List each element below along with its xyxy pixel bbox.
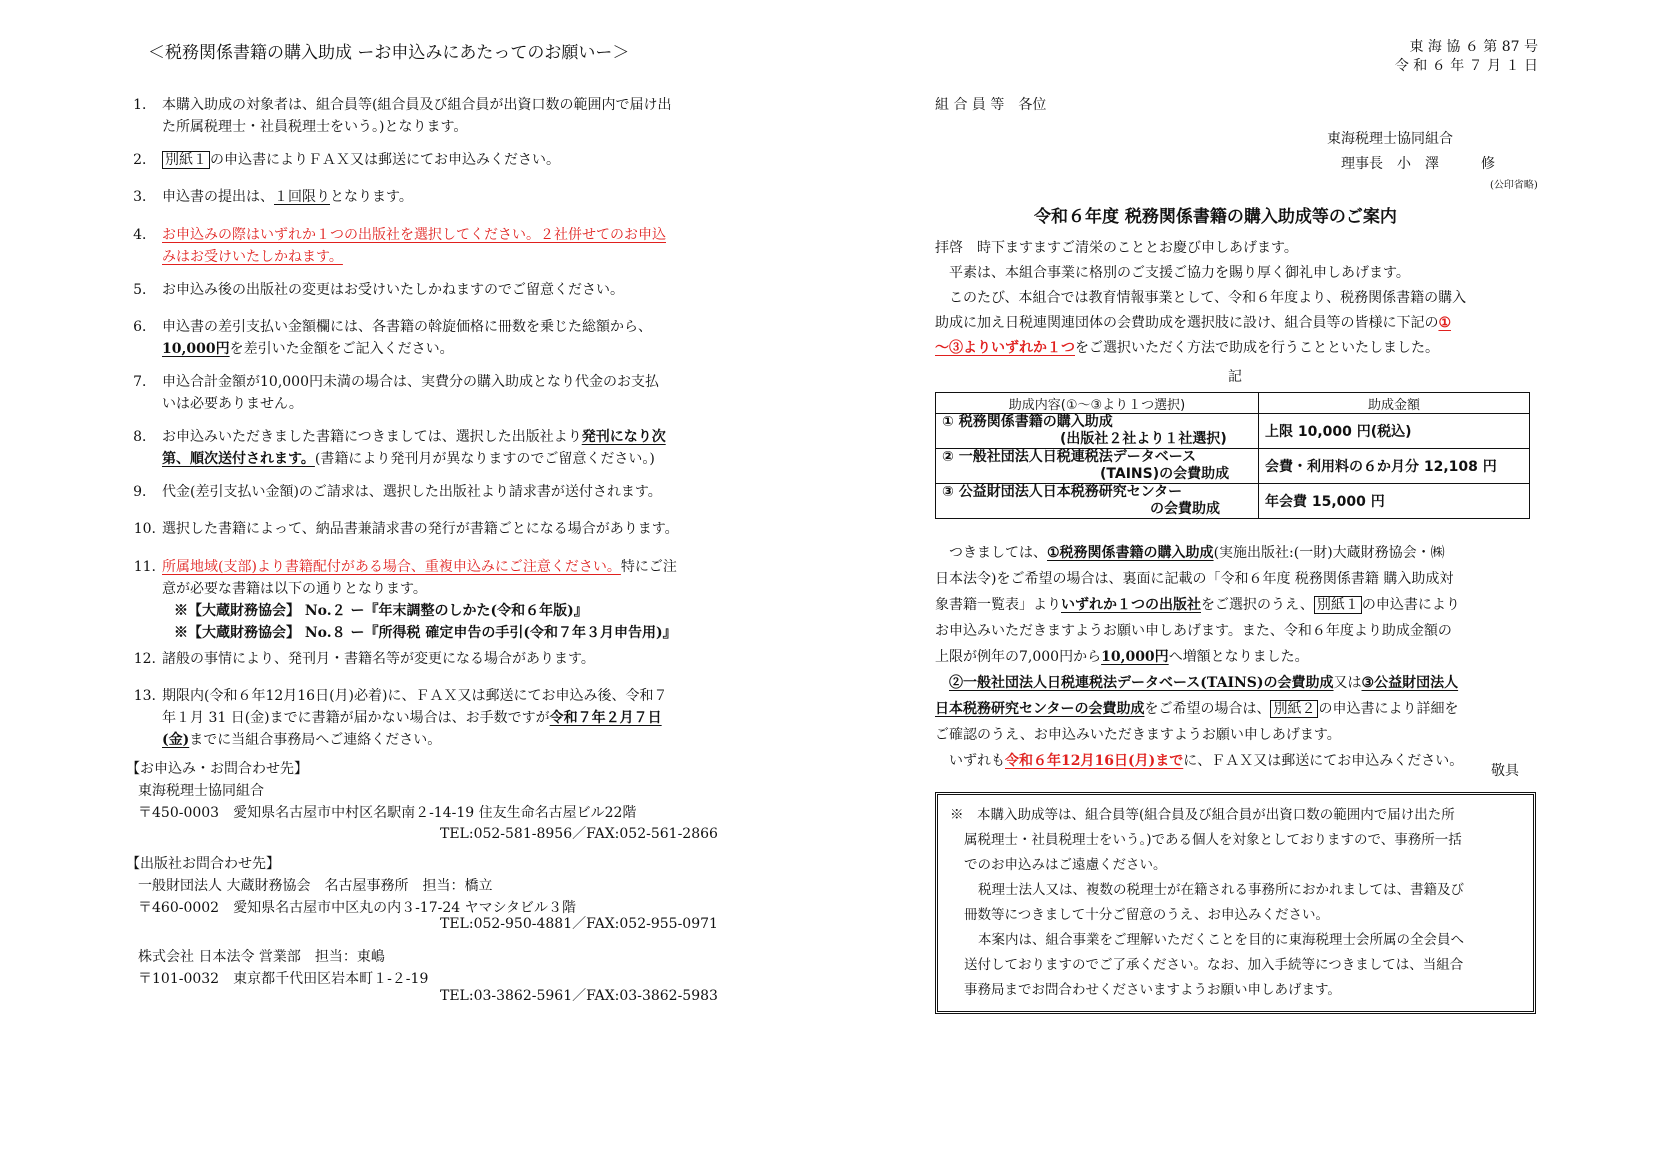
seal-note: (公印省略) [1490,180,1538,191]
notice-box: ※ 本購入助成等は、組合員等(組合員及び組合員が出資口数の範囲内で届け出た所 属税理士・社員税理士をいう。)である個人を対象としておりますので、事務所一括 でのお申込みはご遠慮ください。 税理士法人又は、複数の税理士が在籍される事務所におかれましては、書籍及び 冊数等につきまして十分ご留意のうえ、お申込みください。 本案内は、組合事業をご理解いただくことを目的に東海税理士会所属の全会員へ 送付しておりますのでご了承ください。なお、加入手続等につきましては、当組合 事務局までお問合わせくださいますようお願い申しあげます。 [935,792,1536,1014]
header-amount: 助成金額 [1259,393,1530,414]
table-row: ② 一般社団法人日税連税法データベース (TAINS)の会費助成 会費・利用料の６か月分 12,108 円 [936,449,1530,484]
form-ref-1: 別紙１ [162,151,210,169]
form-ref-2: 別紙２ [1270,700,1318,718]
header-content: 助成内容(①～③より１つ選択) [936,393,1259,414]
left-title: ＜税務関係書籍の購入助成 ーお申込みにあたってのお願いー＞ [148,43,630,63]
table-header-row [936,393,1530,414]
intro-paragraph: 拝啓 時下ますますご清栄のこととお慶び申しあげます。 平素は、本組合事業に格別のご支援ご協力を賜り厚く御礼申しあげます。 このたび、本組合では教育情報事業として、令和６年度より、税務関係書籍の購入 助成に加え日税連関連団体の会費助成を選択肢に設け、組合員等の皆様に下記の① ～③よりいずれか１つをご選択いただく方法で助成を行うことといたしました。 [935,240,1467,356]
form-ref-1: 別紙１ [1314,596,1362,614]
doc-title: 令和６年度 税務関係書籍の購入助成等のご案内 [1034,207,1397,227]
grant-table [935,392,1530,519]
publisher-2-block: 株式会社 日本法令 営業部 担当：東嶋 〒101-0032 東京都千代田区岩本町１-２-19 [138,949,429,987]
body-paragraph: つきましては、①税務関係書籍の購入助成(実施出版社:(一財)大蔵財務協会・㈱ 日本法令)をご希望の場合は、裏面に記載の「令和６年度 税務関係書籍 購入助成対 象書籍一覧表」よりいずれか１つの出版社をご選択のうえ、 別紙１ の申込書により お申込みいただきますようお願い申しあげます。また、令和６年度より助成金額の 上限が例年の7,000円から10,000円へ増額となりました。 ②一般社団法人日税連税法データベース(TAINS)の会費助成又は③公益財団法人 日本税務研究センターの会費助成をご希望の場合は、 別紙２ の申込書により詳細を ご確認のうえ、お申込みいただきますようお願い申しあげます。 いずれも令和６年12月16日(月)までに、ＦＡＸ又は郵送にてお申込みください。 [935,545,1464,769]
publisher-block: 【出版社お問合わせ先】 一般財団法人 大蔵財務協会 名古屋事務所 担当：橋立 〒460-0002 愛知県名古屋市中区丸の内３-17-24 ヤマシタビル３階 [126,856,577,916]
doc-header: 東 海 協 ６ 第 87 号 令 和 ６ 年 ７ 月 １ 日 [1394,39,1538,74]
ki-label: 記 [1228,369,1242,385]
contact-block: 【お申込み・お問合わせ先】 東海税理士協同組合 〒450-0003 愛知県名古屋市中村区名駅南２-14-19 住友生命名古屋ビル22階 [126,761,637,821]
publisher-1-tel: TEL:052-950-4881／FAX:052-955-0971 [440,916,718,932]
org-name: 東海税理士協同組合 [1327,131,1453,147]
chairman: 理事長 小 澤 修 [1341,156,1495,172]
table-row: ③ 公益財団法人日本税務研究センター の会費助成 年会費 15,000 円 [936,484,1530,519]
addressee: 組 合 員 等 各位 [935,97,1047,113]
contact-tel: TEL:052-581-8956／FAX:052-561-2866 [440,826,718,842]
table-row: ① 税務関係書籍の購入助成 (出版社２社より１社選択) 上限 10,000 円(税込) [936,414,1530,449]
publisher-2-tel: TEL:03-3862-5961／FAX:03-3862-5983 [440,988,718,1004]
keigu: 敬具 [1491,763,1519,779]
